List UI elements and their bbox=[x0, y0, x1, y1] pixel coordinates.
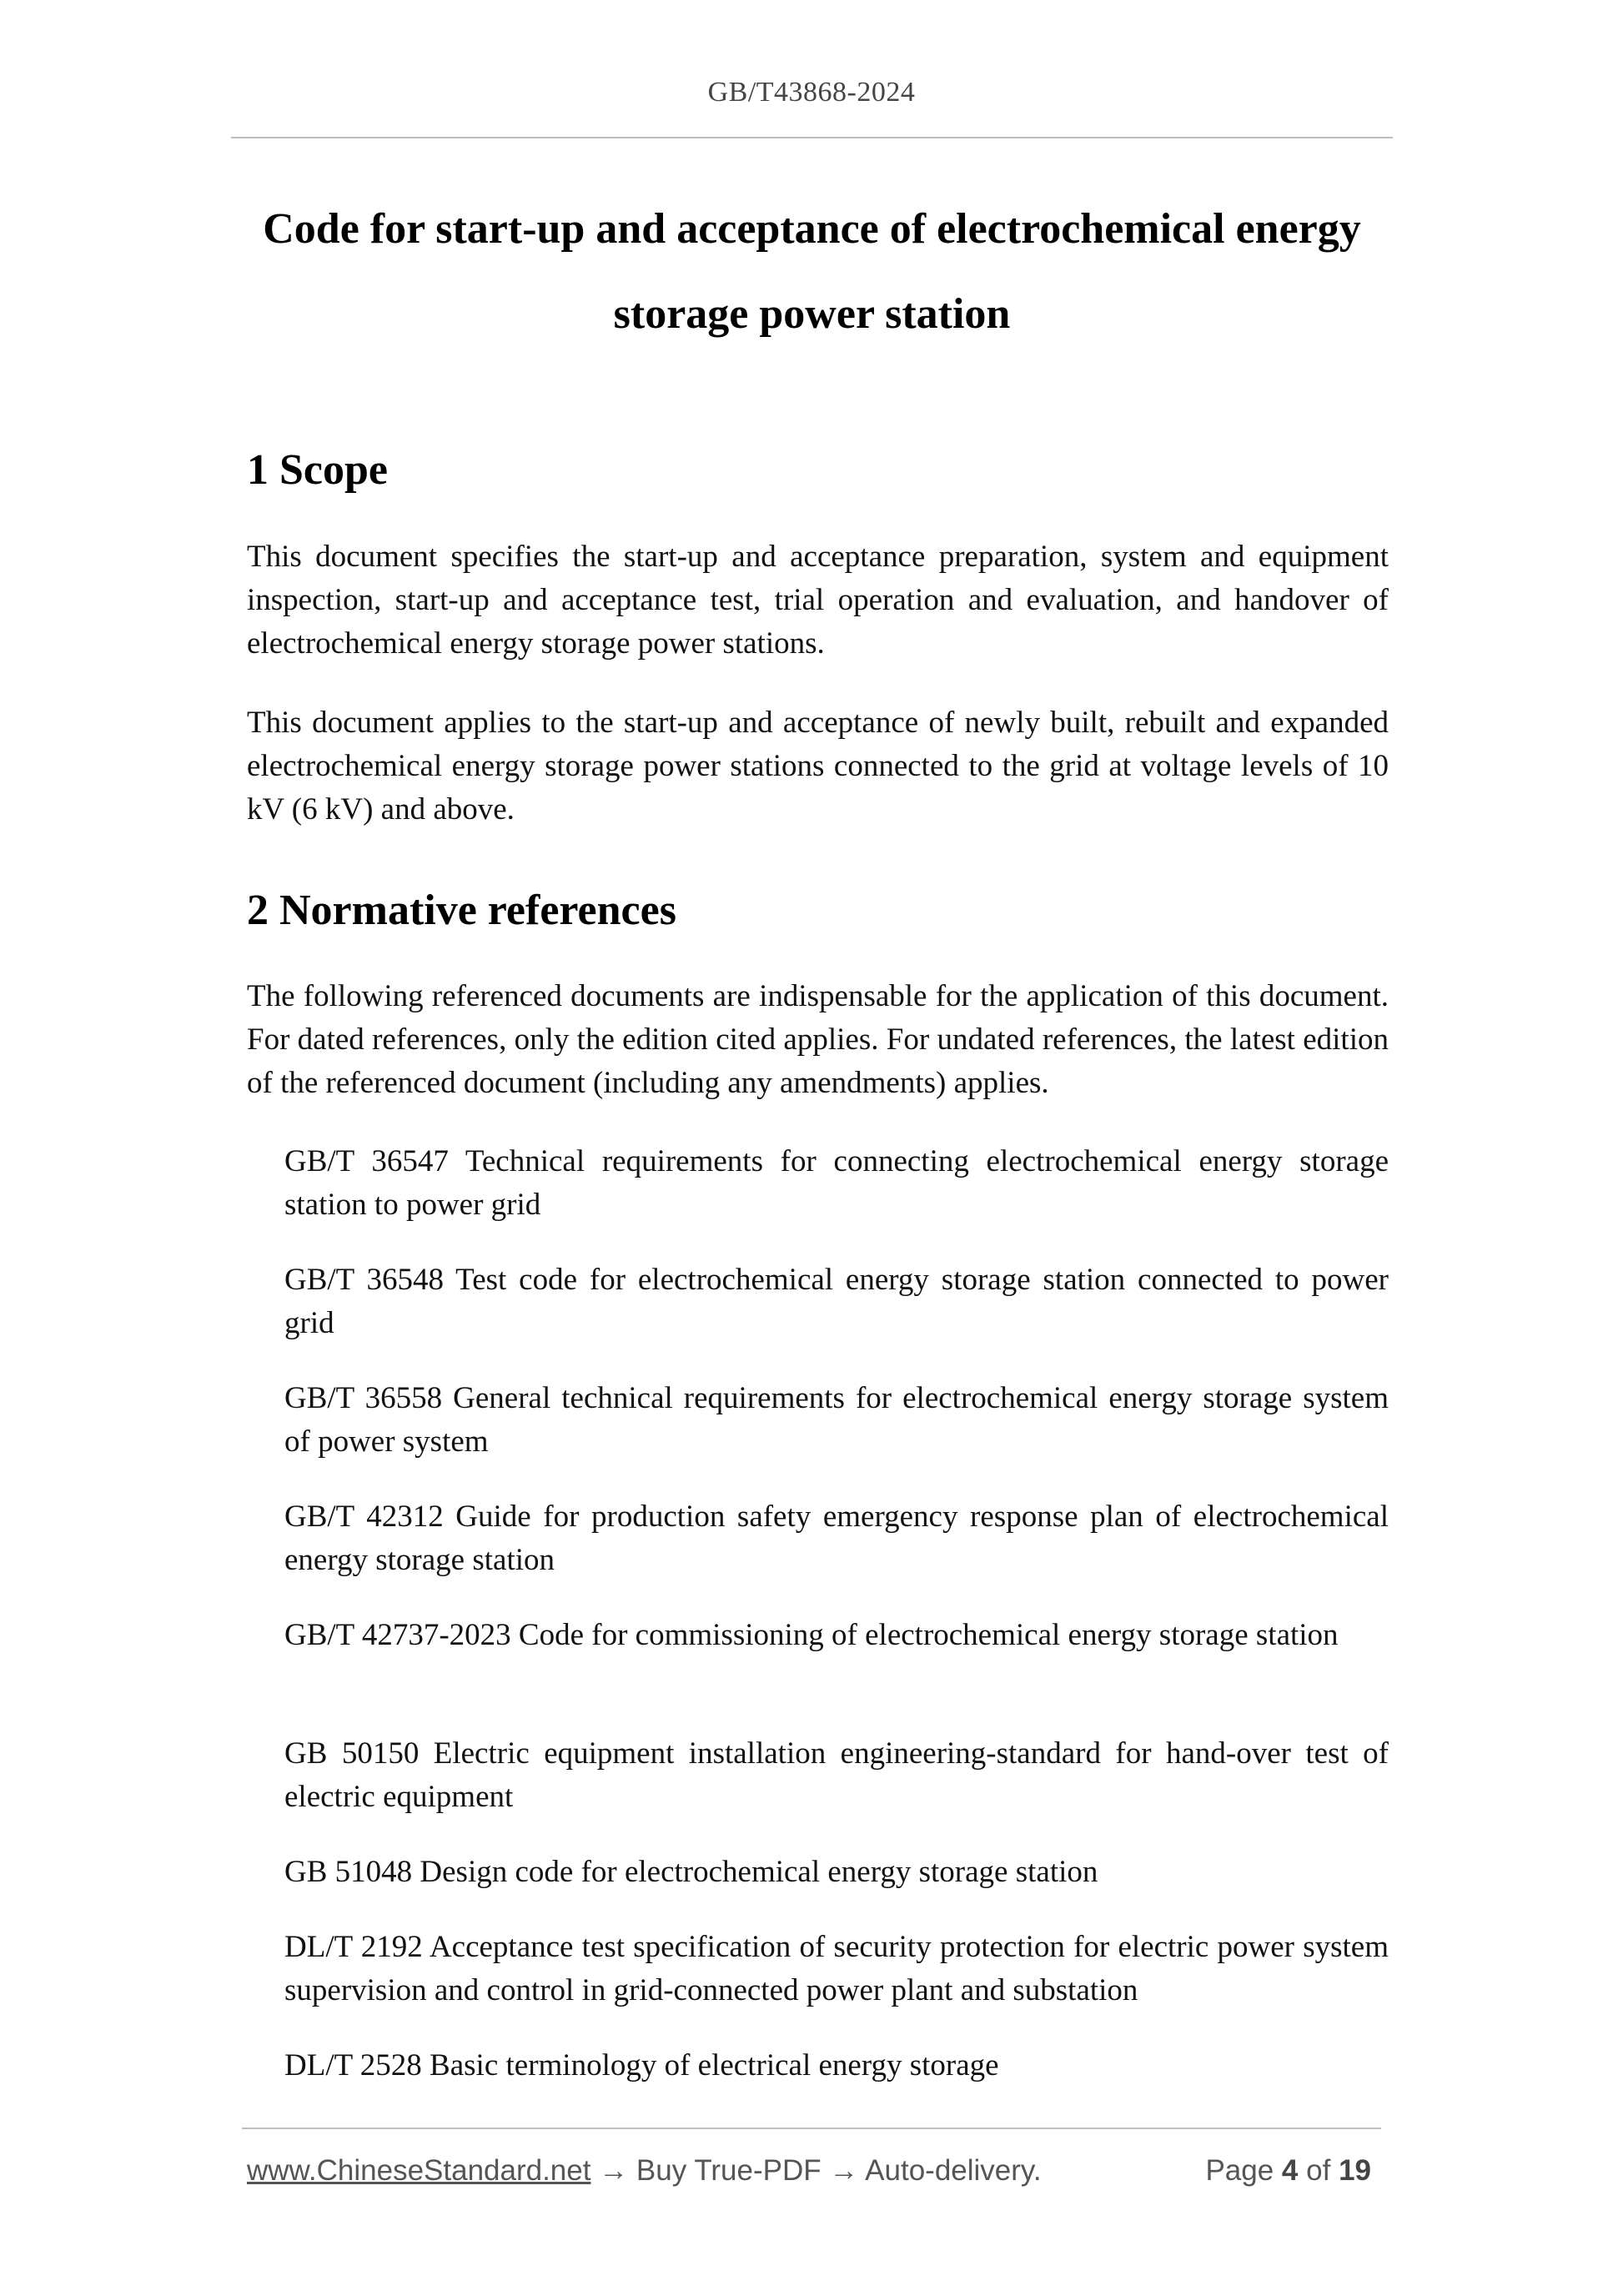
document-title-line-2: storage power station bbox=[613, 290, 1011, 338]
page-of-label: of bbox=[1306, 2154, 1331, 2187]
reference-item: DL/T 2528 Basic terminology of electrical energy storage bbox=[284, 2048, 999, 2082]
reference-item: GB/T 36547 Technical requirements for connecting electrochemical energy storage station to power grid bbox=[284, 1144, 1389, 1222]
total-pages-number: 19 bbox=[1339, 2154, 1371, 2187]
section-heading-scope: 1 Scope bbox=[247, 446, 388, 494]
reference-item: GB/T 42737-2023 Code for commissioning of electrochemical energy storage station bbox=[284, 1618, 1339, 1652]
reference-item: GB/T 36558 General technical requirements for electrochemical energy storage system of power system bbox=[284, 1381, 1389, 1459]
current-page-number: 4 bbox=[1281, 2154, 1299, 2187]
website-link[interactable]: www.ChineseStandard.net bbox=[247, 2154, 591, 2187]
document-title bbox=[231, 187, 1393, 357]
page-footer bbox=[247, 2150, 1381, 2192]
section-heading-normative-references: 2 Normative references bbox=[247, 887, 676, 934]
scope-paragraph-1: This document specifies the start-up and acceptance preparation, system and equipment inspection, start-up and acceptance test, trial operation and evaluation, and handover of electrochemical energy storage power stations. bbox=[247, 540, 1389, 661]
reference-item: GB 51048 Design code for electrochemical energy storage station bbox=[284, 1855, 1098, 1889]
reference-item: DL/T 2192 Acceptance test specification of security protection for electric power system supervision and control in grid-connected power plant and substation bbox=[284, 1930, 1389, 2007]
footer-tagline: → Buy True-PDF → Auto-delivery. bbox=[590, 2154, 1042, 2187]
footer-promo bbox=[247, 2150, 1042, 2192]
page-header-doc-code: GB/T43868-2024 bbox=[707, 77, 916, 108]
reference-item: GB/T 36548 Test code for electrochemical energy storage station connected to power grid bbox=[284, 1263, 1389, 1340]
reference-item: GB 50150 Electric equipment installation engineering-standard for hand-over test of electric equipment bbox=[284, 1736, 1389, 1814]
page-number bbox=[1205, 2150, 1371, 2192]
footer-divider bbox=[242, 2128, 1381, 2129]
scope-paragraph-2: This document applies to the start-up and acceptance of newly built, rebuilt and expanded electrochemical energy storage power stations connected to the grid at voltage levels of 10 kV (6 kV) and above. bbox=[247, 706, 1389, 826]
normative-references-intro: The following referenced documents are indispensable for the application of this document. For dated references, only the edition cited applies. For undated references, the latest edition of the referenced document (including any amendments) applies. bbox=[247, 979, 1389, 1100]
reference-item: GB/T 42312 Guide for production safety emergency response plan of electrochemical energy storage station bbox=[284, 1500, 1389, 1577]
page-label: Page bbox=[1205, 2154, 1274, 2187]
header-divider bbox=[231, 137, 1393, 138]
document-title-line-1: Code for start-up and acceptance of electrochemical energy bbox=[263, 205, 1361, 253]
